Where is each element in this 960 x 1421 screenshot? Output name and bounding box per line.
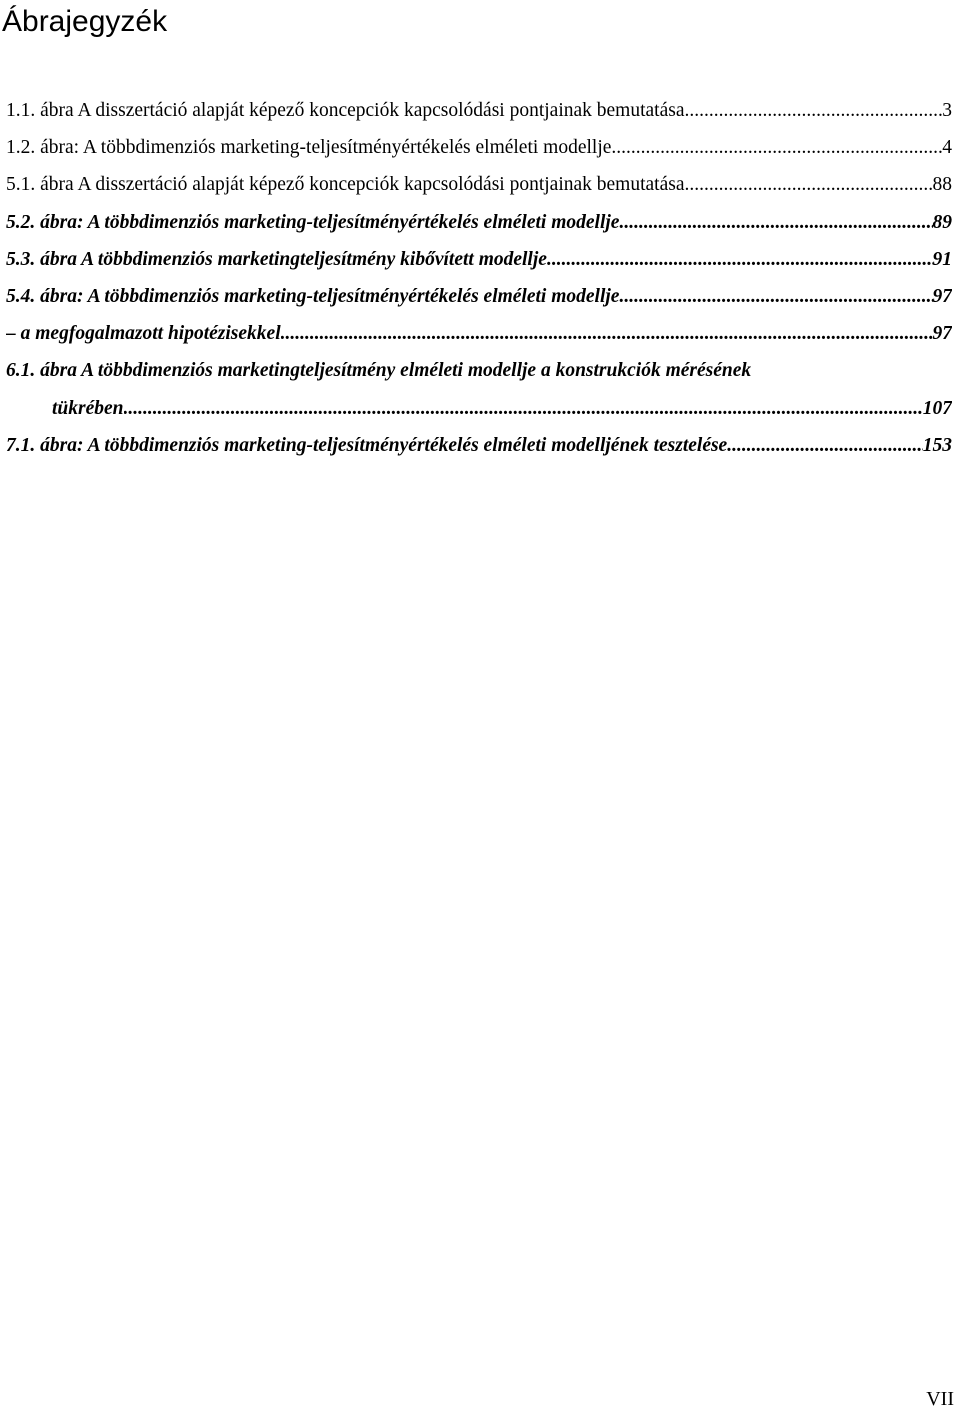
toc-entry-title: 7.1. ábra: A többdimenziós marketing-teljesítményértékelés elméleti modelljének tesztelése <box>6 434 728 456</box>
page-number: VII <box>926 1388 954 1410</box>
toc-entry[interactable] <box>6 390 952 427</box>
toc-entry-title: 5.4. ábra: A többdimenziós marketing-teljesítményértékelés elméleti modellje <box>6 285 620 307</box>
toc-entry-page: 153 <box>922 434 952 456</box>
toc-entry-title: 1.1. ábra A disszertáció alapját képező koncepciók kapcsolódási pontjainak bemutatása <box>6 100 685 121</box>
table-of-figures <box>6 92 952 464</box>
toc-entry[interactable] <box>6 204 952 241</box>
toc-entry-title: 5.3. ábra A többdimenziós marketingteljesítmény kibővített modellje <box>6 248 547 270</box>
toc-entry-title: – a megfogalmazott hipotézisekkel <box>6 323 281 345</box>
toc-entry-title: 5.2. ábra: A többdimenziós marketing-teljesítményértékelés elméleti modellje <box>6 211 620 233</box>
dot-leader <box>684 92 942 129</box>
toc-entry-page: 107 <box>922 397 952 419</box>
toc-entry[interactable] <box>6 278 952 315</box>
dot-leader <box>611 129 942 166</box>
toc-entry-page: 97 <box>932 285 952 307</box>
toc-entry-page: 89 <box>932 211 952 233</box>
toc-entry[interactable] <box>6 129 952 166</box>
toc-entry-title: tükrében <box>52 397 124 419</box>
toc-entry[interactable] <box>6 427 952 464</box>
dot-leader <box>124 390 923 427</box>
toc-entry[interactable] <box>6 241 952 278</box>
toc-entry[interactable] <box>6 92 952 129</box>
toc-entry-title: 1.2. ábra: A többdimenziós marketing-teljesítményértékelés elméleti modellje <box>6 137 612 159</box>
toc-entry[interactable] <box>6 315 952 352</box>
toc-entry-page: 91 <box>932 248 952 270</box>
toc-entry-page: 97 <box>932 323 952 345</box>
dot-leader <box>619 204 932 241</box>
toc-entry-title: 6.1. ábra A többdimenziós marketingteljesítmény elméleti modellje a konstrukciók mérésének <box>6 360 752 382</box>
toc-entry-title: 5.1. ábra A disszertáció alapját képező koncepciók kapcsolódási pontjainak bemutatása <box>6 174 685 196</box>
dot-leader <box>684 166 932 203</box>
dot-leader <box>281 315 933 352</box>
page-title: Ábrajegyzék <box>2 5 168 38</box>
dot-leader <box>547 241 933 278</box>
dot-leader <box>727 427 923 464</box>
toc-entry-page: 4 <box>942 137 952 159</box>
toc-entry[interactable] <box>6 352 952 389</box>
toc-entry-page: 3 <box>942 100 952 121</box>
toc-entry[interactable] <box>6 166 952 203</box>
dot-leader <box>619 278 932 315</box>
toc-entry-page: 88 <box>932 174 952 196</box>
